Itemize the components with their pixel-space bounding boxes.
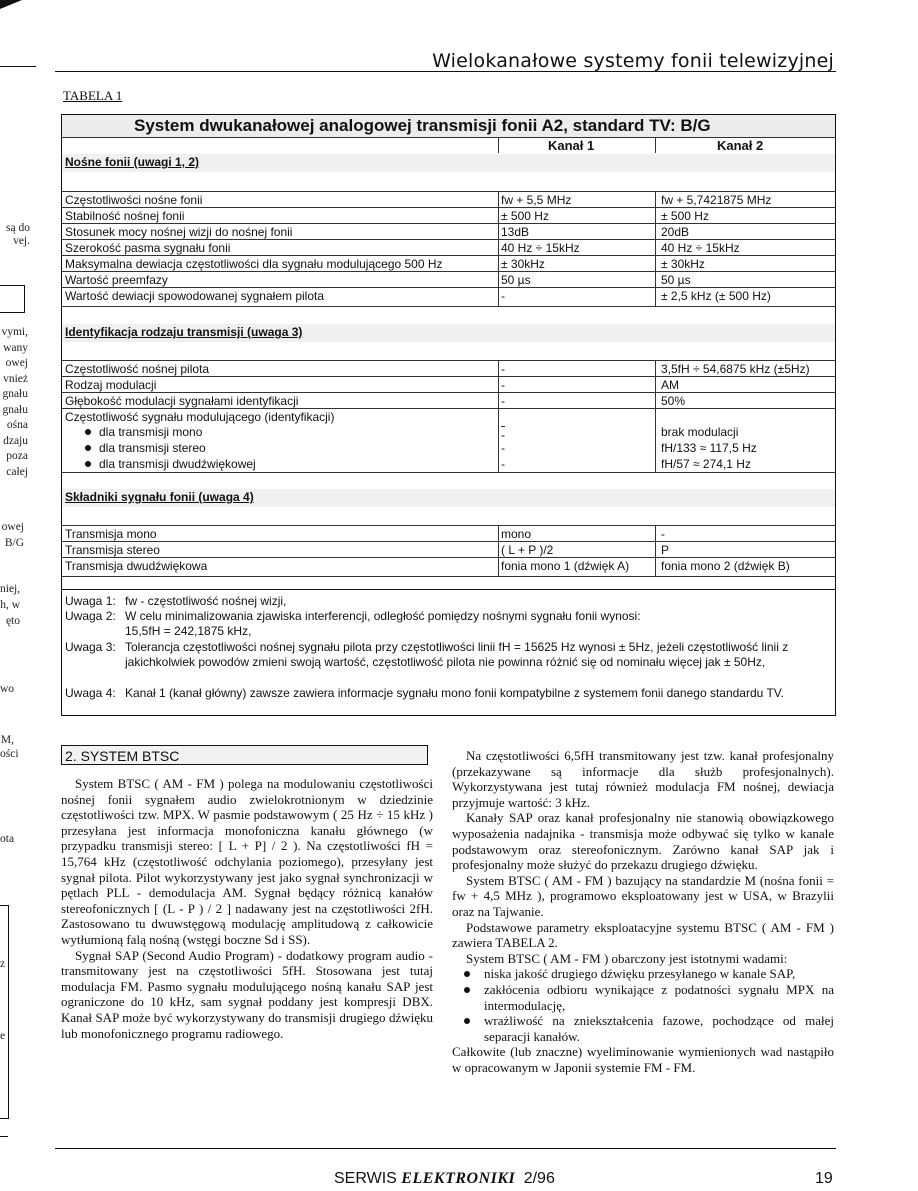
running-header: Wielokanałowe systemy fonii telewizyjnej: [432, 50, 834, 72]
table-row: [62, 456, 835, 473]
note-text: Kanał 1 (kanał główny) zawsze zawiera informacje sygnału mono fonii kompatybilne z systemem fonii danego standardu TV.: [125, 686, 785, 700]
bullet-text: dla transmisji dwudźwiękowej: [99, 457, 256, 471]
bleed-text-column: [0, 733, 19, 761]
bleed-line: ęto: [5, 615, 20, 627]
table-row: [62, 223, 835, 240]
footer-brand: ELEKTRONIKI: [401, 1170, 516, 1187]
cell-param: Transmisja stereo: [65, 543, 160, 557]
page-number: 19: [815, 1170, 833, 1187]
column-divider: [498, 191, 499, 306]
cell-kanal-2: ± 2,5 kHz (± 500 Hz): [661, 289, 771, 303]
cell-kanal-1: fw + 5,5 MHz: [501, 193, 572, 207]
table-row: [62, 360, 835, 377]
cell-kanal-2: ± 500 Hz: [661, 209, 709, 223]
column-divider: [498, 137, 499, 153]
cell-kanal-1: -: [501, 394, 505, 408]
note-1: [65, 594, 829, 609]
bullet-icon: [85, 445, 91, 451]
cell-kanal-1: -: [501, 441, 505, 455]
bleed-line: wo: [0, 683, 15, 695]
cell-param: Transmisja mono: [65, 527, 157, 541]
cell-kanal-2: 40 Hz ÷ 15kHz: [661, 241, 740, 255]
bleed-line: dzaju: [3, 434, 28, 447]
cell-kanal-1: ± 500 Hz: [501, 209, 549, 223]
cell-param: Stabilność nośnej fonii: [65, 209, 185, 223]
bullet-icon: [85, 429, 91, 435]
cell-kanal-2: 20dB: [661, 225, 690, 239]
cell-kanal-1: -: [501, 428, 505, 442]
bleed-line: owej: [5, 357, 28, 369]
cell-kanal-1: 13dB: [501, 225, 530, 239]
bleed-text-column: [0, 519, 24, 551]
bleed-line: gnału: [2, 388, 28, 400]
note-label: Uwaga 2:: [65, 609, 116, 623]
paragraph: Kanały SAP oraz kanał profesjonalny nie stanowią obowiązkowego wyposażenia nadajnika - transmisja może odbywać się tylko w kanale podstawowym oraz stereofonicznym. Zarówno kanał SAP jak i profesjonalny może służyć do przekazu drugiego dźwięku.: [452, 810, 834, 873]
column-divider: [655, 191, 656, 306]
bleed-line: vej.: [13, 234, 30, 247]
cell-kanal-2: fonia mono 2 (dźwięk B): [661, 559, 790, 573]
bleed-line: wany: [3, 341, 28, 354]
bleed-box: [0, 905, 9, 1119]
bleed-text-column: [0, 581, 20, 629]
cell-param: Głębokość modulacji sygnałami identyfikacji: [65, 394, 299, 408]
table-title: System dwukanałowej analogowej transmisji fonii A2, standard TV: B/G: [134, 116, 711, 135]
bleed-line: vnież: [3, 372, 28, 385]
cell-param: [65, 424, 202, 440]
list-item: zakłócenia odbioru wynikające z podatności sygnału MPX na intermodulację,: [484, 981, 834, 1013]
column-header-kanal-2: Kanał 2: [717, 138, 764, 153]
section-label: Składniki sygnału fonii (uwaga 4): [65, 490, 254, 504]
list-item: wrażliwość na zniekształcenia fazowe, pochodzące od małej separacji kanałów.: [484, 1013, 834, 1044]
bleed-line: są do: [6, 222, 30, 234]
bleed-line: ości: [0, 748, 19, 760]
paragraph: System BTSC ( AM - FM ) polega na modulowaniu częstotliwości nośnej fonii sygnałem audio zwielokrotnionym w dziedzinie częstotliwości tzw. MPX. W pasmie podstawowym ( 25 Hz ÷ 15 kHz ) przesyłana jest informacja monofoniczna kanału głównego (w przypadku transmisji stereo: [ L + P] / 2 ). Na częstotliwości fH = 15,764 kHz (częstotliwość odchylania poziomego), przesyłany jest sygnał pilota. Pilot wykorzystywany jest jako sygnał synchronizacji w pętlach PLL - demodulacja AM. Sygnał będący różnicą kanałów stereofonicznych [ (L - P ) / 2 ] nadawany jest na częstotliwości 2fH. Zastosowano tu dwuwstęgową modulację amplitudową z całkowicie wytłumioną falą nośną (wstęgi boczne Sd i SS).: [61, 776, 433, 947]
section-heading: 2. SYSTEM BTSC: [61, 745, 428, 765]
note-text: fw - częstotliwość nośnej wizji,: [125, 594, 287, 608]
table-header-row: [62, 137, 835, 154]
table-row: [62, 557, 835, 577]
table-label: TABELA 1: [63, 88, 123, 103]
cell-kanal-1: 40 Hz ÷ 15kHz: [501, 241, 580, 255]
bleed-line: ośna: [6, 419, 28, 431]
column-divider: [655, 137, 656, 153]
cell-kanal-1: ± 30kHz: [501, 257, 545, 271]
cell-param: Wartość preemfazy: [65, 273, 168, 287]
paragraph: System BTSC ( AM - FM ) bazujący na standardzie M (nośna fonii = fw + 4,5 MHz ), programowo eksploatowany jest w USA, w Brazylii oraz na Tajwanie.: [452, 872, 834, 919]
paragraph: Całkowite (lub znaczne) wyeliminowanie wymienionych wad nastąpiło w opracowanym w Japonii systemie FM - FM.: [452, 1044, 834, 1075]
defects-list: [452, 966, 834, 1044]
cell-kanal-1: -: [501, 457, 505, 471]
table-row: [62, 207, 835, 224]
footer-publication: [334, 1170, 555, 1188]
table-row: [62, 255, 835, 272]
note-3: [65, 640, 829, 670]
cell-kanal-1: fonia mono 1 (dźwięk A): [501, 559, 630, 573]
cell-kanal-1: 50 µs: [501, 273, 531, 287]
cell-param: Maksymalna dewiacja częstotliwości dla sygnału modulującego 500 Hz: [65, 257, 443, 271]
bleed-line: owej: [1, 521, 24, 533]
paragraph: Sygnał SAP (Second Audio Program) - dodatkowy program audio - transmitowany jest na częstotliwości 5fH. Stosowana jest tutaj modulacja FM. Pasmo sygnału modulującego nośną kanału SAP jest ograniczone do 10 kHz, sam sygnał poddany jest kompresji DBX. Kanał SAP może być wykorzystywany do transmisji drugiego dźwięku lub monofonicznego programu radiowego.: [61, 947, 433, 1041]
bullet-icon: [85, 461, 91, 467]
spec-table: [61, 114, 836, 716]
cell-param: Szerokość pasma sygnału fonii: [65, 241, 231, 255]
cell-param: Wartość dewiacji spowodowanej sygnałem pilota: [65, 289, 325, 303]
cell-param: Rodzaj modulacji: [65, 378, 157, 392]
note-2: [65, 609, 829, 639]
cell-kanal-1: mono: [501, 527, 532, 541]
table-row: [62, 424, 835, 440]
cell-kanal-2: P: [661, 543, 670, 557]
note-text: Tolerancja częstotliwości nośnej sygnału pilota przy częstotliwości linii fH = 15625 Hz wynosi ± 5Hz, jeżeli częstotliwość linii z jakichkolwiek powodów zmieni swoją wartość, częstotliwość pilota nie powinna różnić się od nominału więcej jak ± 50Hz,: [125, 640, 789, 669]
cell-kanal-2: -: [661, 527, 665, 541]
cell-kanal-2: ± 30kHz: [661, 257, 705, 271]
cell-kanal-2: 50%: [661, 394, 686, 408]
cell-kanal-2: fH/133 ≈ 117,5 Hz: [661, 441, 757, 455]
bleed-line: całej: [6, 465, 28, 478]
column-divider: [655, 360, 656, 473]
table-row: [62, 408, 835, 425]
table-row: [62, 239, 835, 256]
bleed-text-column: [0, 222, 30, 247]
table-row: [62, 392, 835, 409]
note-label: Uwaga 4:: [65, 686, 116, 700]
note-text-continued: 15,5fH = 242,1875 kHz,: [125, 624, 252, 638]
bleed-line: ota: [0, 833, 15, 845]
column-divider: [498, 360, 499, 473]
header-rule: [55, 71, 836, 72]
section-label: Nośne fonii (uwagi 1, 2): [65, 155, 200, 169]
cell-param: [65, 440, 206, 456]
bullet-text: dla transmisji stereo: [99, 441, 206, 455]
cell-kanal-1: -: [501, 362, 505, 376]
table-row: [62, 376, 835, 393]
cell-kanal-2: fw + 5,7421875 MHz: [661, 193, 772, 207]
cell-kanal-1: -: [501, 289, 505, 303]
cell-kanal-1: ( L + P )/2: [501, 543, 554, 557]
cell-kanal-1: -: [501, 378, 505, 392]
column-divider: [655, 525, 656, 576]
table-row: [62, 440, 835, 456]
bleed-line: z: [0, 958, 6, 970]
table-row: [62, 271, 835, 288]
paragraph: System BTSC ( AM - FM ) obarczony jest istotnymi wadami:: [466, 950, 788, 966]
column-divider: [498, 525, 499, 576]
cell-param: Częstotliwości nośne fonii: [65, 193, 203, 207]
table-row: [62, 191, 835, 208]
table-notes: [62, 589, 835, 715]
paragraph: Na częstotliwości 6,5fH transmitowany jest tzw. kanał profesjonalny (przekazywane są informacje dla służb profesjonalnych). Wykorzystywana jest tutaj również modulacja FM nośnej, dewiacja przyjmuje wartość: 3 kHz.: [452, 748, 834, 810]
corner-mark: [0, 0, 22, 9]
cell-kanal-2: fH/57 ≈ 274,1 Hz: [661, 457, 751, 471]
cell-param: Transmisja dwudźwiękowa: [65, 559, 208, 573]
bleed-text-column: [0, 325, 28, 480]
bleed-line: M,: [0, 734, 14, 746]
note-4: [65, 686, 829, 701]
cell-kanal-2: 50 µs: [661, 273, 691, 287]
cell-kanal-2: brak modulacji: [661, 425, 739, 439]
column-header-kanal-1: Kanał 1: [548, 138, 595, 153]
cell-kanal-2: 3,5fH ÷ 54,6875 kHz (±5Hz): [661, 362, 810, 376]
table-title-band: [62, 115, 835, 137]
footer-issue: 2/96: [523, 1170, 555, 1187]
cell-param: Częstotliwość nośnej pilota: [65, 362, 210, 376]
bleed-line: e: [0, 1030, 6, 1042]
footer-rule: [55, 1148, 836, 1149]
bleed-line: h, w: [0, 599, 20, 611]
cell-kanal-2: AM: [661, 378, 679, 392]
note-text: W celu minimalizowania zjawiska interferencji, odległość pomiędzy nośnymi sygnału fonii wynosi:: [125, 609, 641, 623]
table-row: [62, 525, 835, 542]
table-row: [62, 287, 835, 307]
section-label: Identyfikacja rodzaju transmisji (uwaga 3): [65, 325, 303, 339]
bleed-line: vymi,: [1, 326, 28, 338]
note-label: Uwaga 3:: [65, 640, 116, 654]
bullet-text: dla transmisji mono: [99, 425, 203, 439]
bleed-rule: [0, 66, 36, 67]
cell-param: Stosunek mocy nośnej wizji do nośnej fonii: [65, 225, 293, 239]
bleed-tick: [0, 1136, 8, 1137]
note-label: Uwaga 1:: [65, 594, 116, 608]
left-column: [61, 776, 433, 1041]
bleed-box: [0, 285, 25, 313]
list-item: niska jakość drugiego dźwięku przesyłanego w kanale SAP,: [484, 966, 834, 982]
footer-serwis: SERWIS: [334, 1170, 397, 1187]
bleed-line: gnału: [2, 403, 28, 416]
right-column: [452, 748, 834, 1075]
cell-param: Częstotliwość sygnału modulującego (identyfikacji): [65, 410, 335, 424]
table-row: [62, 541, 835, 558]
cell-param: [65, 456, 256, 472]
bleed-line: poza: [6, 450, 28, 462]
bleed-line: niej,: [0, 583, 21, 595]
paragraph: Podstawowe parametry eksploatacyjne systemu BTSC ( AM - FM ) zawiera TABELA 2.: [452, 919, 834, 951]
bleed-line: B/G: [4, 537, 24, 549]
